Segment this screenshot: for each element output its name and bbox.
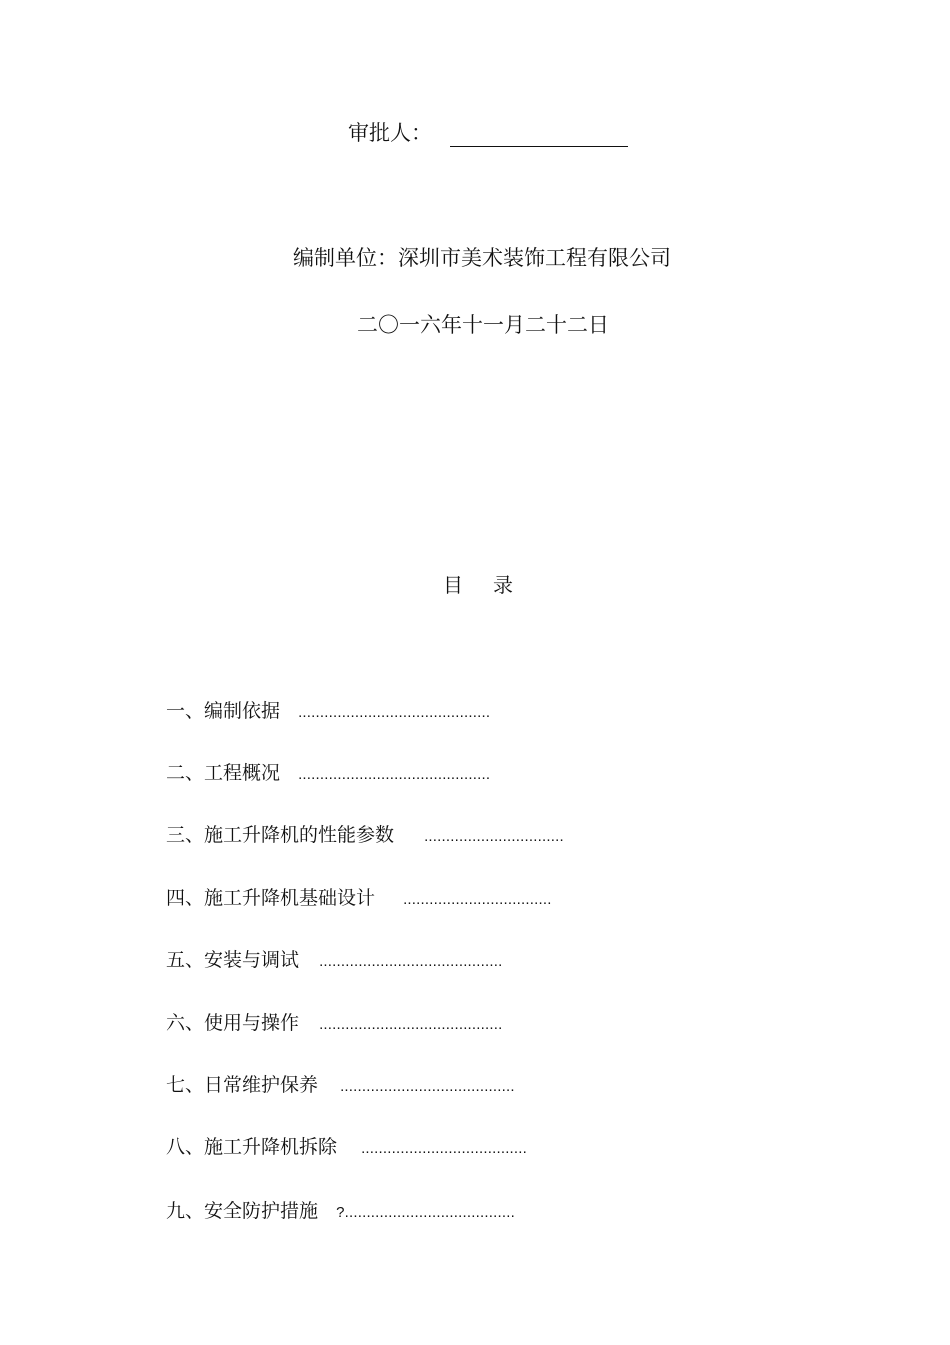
toc-item	[166, 947, 503, 975]
toc-item-label: 三、施工升降机的性能参数	[166, 824, 395, 846]
toc-item-leader: ......................................	[361, 1140, 528, 1157]
toc-item-leader: ........................................	[340, 1078, 515, 1095]
toc-item-label: 四、施工升降机基础设计	[166, 887, 376, 909]
toc-item	[166, 1010, 503, 1038]
toc-item-label: 二、工程概况	[166, 762, 281, 784]
toc-item-leader: ................................	[424, 828, 564, 845]
toc-title: 目录	[443, 573, 543, 597]
approver-signature-line	[450, 146, 628, 147]
toc-item	[166, 760, 490, 788]
toc-item-label: 八、施工升降机拆除	[166, 1136, 338, 1158]
toc-item-leader: ..................................	[403, 891, 552, 908]
toc-item	[166, 822, 564, 850]
toc-item-leader: ..........................................	[319, 953, 503, 970]
toc-item-leader: ............................................	[298, 766, 491, 783]
toc-item-label: 六、使用与操作	[166, 1012, 300, 1034]
document-date: 二〇一六年十一月二十二日	[357, 313, 609, 337]
toc-item-leader: ............................................	[298, 704, 491, 721]
toc-item	[166, 1198, 515, 1226]
toc-item-leader: ?.......................................	[336, 1204, 515, 1221]
toc-item	[166, 698, 490, 726]
toc-item	[166, 1134, 527, 1162]
toc-item	[166, 885, 552, 913]
toc-item-label: 七、日常维护保养	[166, 1074, 319, 1096]
toc-item-label: 一、编制依据	[166, 700, 281, 722]
compiling-unit: 编制单位：深圳市美术装饰工程有限公司	[293, 246, 671, 270]
toc-item-leader: ..........................................	[319, 1016, 503, 1033]
approver-label: 审批人：	[348, 121, 432, 145]
toc-item	[166, 1072, 515, 1100]
toc-item-label: 九、安全防护措施	[166, 1200, 319, 1222]
toc-item-label: 五、安装与调试	[166, 949, 300, 971]
